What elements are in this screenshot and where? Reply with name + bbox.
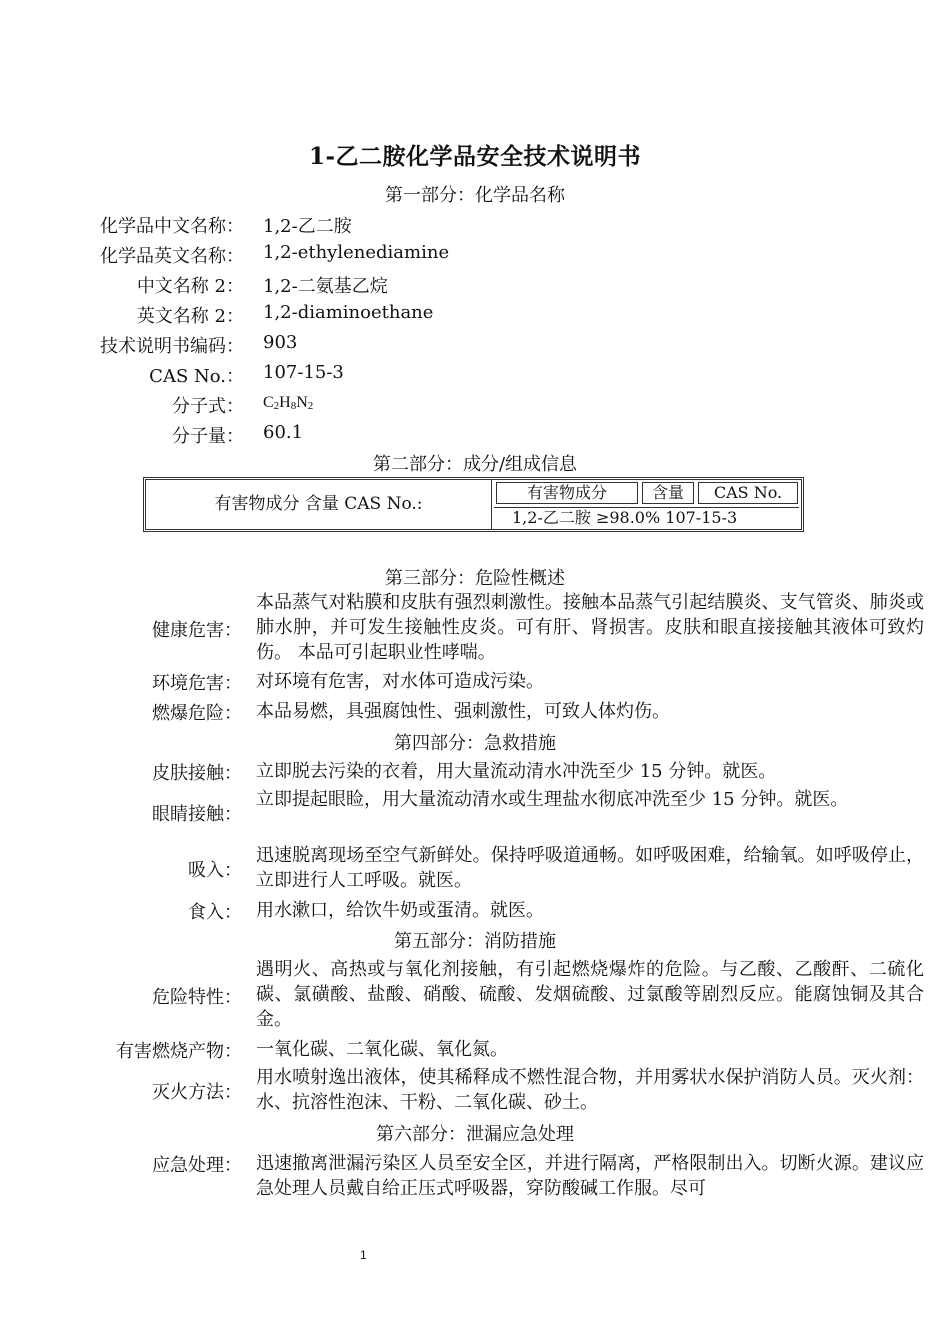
field-doc-code <box>0 332 950 362</box>
part4-heading: 第四部分：急救措施 <box>394 733 556 754</box>
field-label: 化学品英文名称： <box>100 246 244 267</box>
field-cn-name <box>0 212 950 242</box>
item-text: 遇明火、高热或与氧化剂接触，有引起燃烧爆炸的危险。与乙酸、乙酸酐、二硫化碳、氯磺酸、盐酸、硝酸、硫酸、发烟硫酸、过氯酸等剧烈反应。能腐蚀铜及其合金。 <box>256 959 924 1030</box>
field-formula <box>0 392 950 422</box>
field-label: 英文名称 2： <box>136 306 244 327</box>
part6-heading: 第六部分：泄漏应急处理 <box>376 1124 574 1145</box>
document-title: 1-乙二胺化学品安全技术说明书 <box>308 143 642 170</box>
field-en-name <box>0 242 950 272</box>
composition-table <box>143 477 804 532</box>
item-text: 迅速撤离泄漏污染区人员至安全区，并进行隔离，严格限制出入。切断火源。建议应急处理人员戴自给正压式呼吸器，穿防酸碱工作服。尽可 <box>256 1153 924 1199</box>
field-label: 技术说明书编码： <box>100 336 244 357</box>
field-cas-no <box>0 362 950 392</box>
composition-inner-table <box>494 480 801 529</box>
item-label: 吸入： <box>188 860 242 881</box>
field-value: 903 <box>263 332 298 353</box>
header-content: 含量 <box>642 482 694 504</box>
item-text: 立即提起眼睑，用大量流动清水或生理盐水彻底冲洗至少 15 分钟。就医。 <box>256 789 849 810</box>
field-value: 1,2-乙二胺 <box>263 216 352 237</box>
item-label: 燃爆危险： <box>152 703 242 724</box>
page-number: 1 <box>360 1248 367 1262</box>
item-text: 用水喷射逸出液体，使其稀释成不燃性混合物，并用雾状水保护消防人员。灭火剂：水、抗溶性泡沫、干粉、二氧化碳、砂土。 <box>256 1067 924 1113</box>
header-component: 有害物成分 <box>496 482 638 504</box>
item-text: 立即脱去污染的衣着，用大量流动清水冲洗至少 15 分钟。就医。 <box>256 761 777 782</box>
item-text: 本品易燃，具强腐蚀性、强刺激性，可致人体灼伤。 <box>256 701 670 722</box>
part2-heading: 第二部分：成分/组成信息 <box>372 454 578 475</box>
field-value: 107-15-3 <box>263 362 344 383</box>
item-label: 环境危害： <box>152 673 242 694</box>
molecular-formula: $C_2H_8N_2$ <box>263 394 314 412</box>
composition-row: 1,2-乙二胺 ≥98.0% 107-15-3 <box>494 507 799 528</box>
field-cn-name-2 <box>0 272 950 302</box>
item-label: 眼睛接触： <box>152 804 242 825</box>
field-label: 中文名称 2： <box>136 276 244 297</box>
item-label: 灭火方法： <box>152 1082 242 1103</box>
field-label: CAS No.： <box>149 366 244 387</box>
item-text: 迅速脱离现场至空气新鲜处。保持呼吸道通畅。如呼吸困难，给输氧。如呼吸停止，立即进行人工呼吸。就医。 <box>256 845 924 891</box>
field-label: 化学品中文名称： <box>100 216 244 237</box>
composition-left-label: 有害物成分 含量 CAS No.: <box>146 480 492 529</box>
item-label: 食入： <box>188 902 242 923</box>
item-text: 对环境有危害，对水体可造成污染。 <box>256 671 544 692</box>
field-value: 1,2-diaminoethane <box>263 302 434 323</box>
field-mol-weight <box>0 422 950 452</box>
item-label: 应急处理： <box>152 1155 242 1176</box>
field-value: 60.1 <box>263 422 304 443</box>
field-label: 分子量： <box>172 426 244 447</box>
item-label: 有害燃烧产物： <box>116 1041 242 1062</box>
item-text: 一氧化碳、二氧化碳、氧化氮。 <box>256 1039 508 1060</box>
item-label: 危险特性： <box>152 987 242 1008</box>
item-text: 本品蒸气对粘膜和皮肤有强烈刺激性。接触本品蒸气引起结膜炎、支气管炎、肺炎或肺水肿，并可发生接触性皮炎。可有肝、肾损害。皮肤和眼直接接触其液体可致灼伤。 本品可引起职业性哮喘。 <box>256 592 924 663</box>
header-cas: CAS No. <box>698 482 798 504</box>
part3-heading: 第三部分：危险性概述 <box>385 568 565 589</box>
item-text: 用水漱口，给饮牛奶或蛋清。就医。 <box>256 900 544 921</box>
field-value: 1,2-二氨基乙烷 <box>263 276 388 297</box>
part5-heading: 第五部分：消防措施 <box>394 931 556 952</box>
field-label: 分子式： <box>172 396 244 417</box>
item-label: 健康危害： <box>152 620 242 641</box>
item-label: 皮肤接触： <box>152 763 242 784</box>
field-en-name-2 <box>0 302 950 332</box>
field-value: 1,2-ethylenediamine <box>263 242 450 263</box>
part1-heading: 第一部分：化学品名称 <box>385 185 565 206</box>
